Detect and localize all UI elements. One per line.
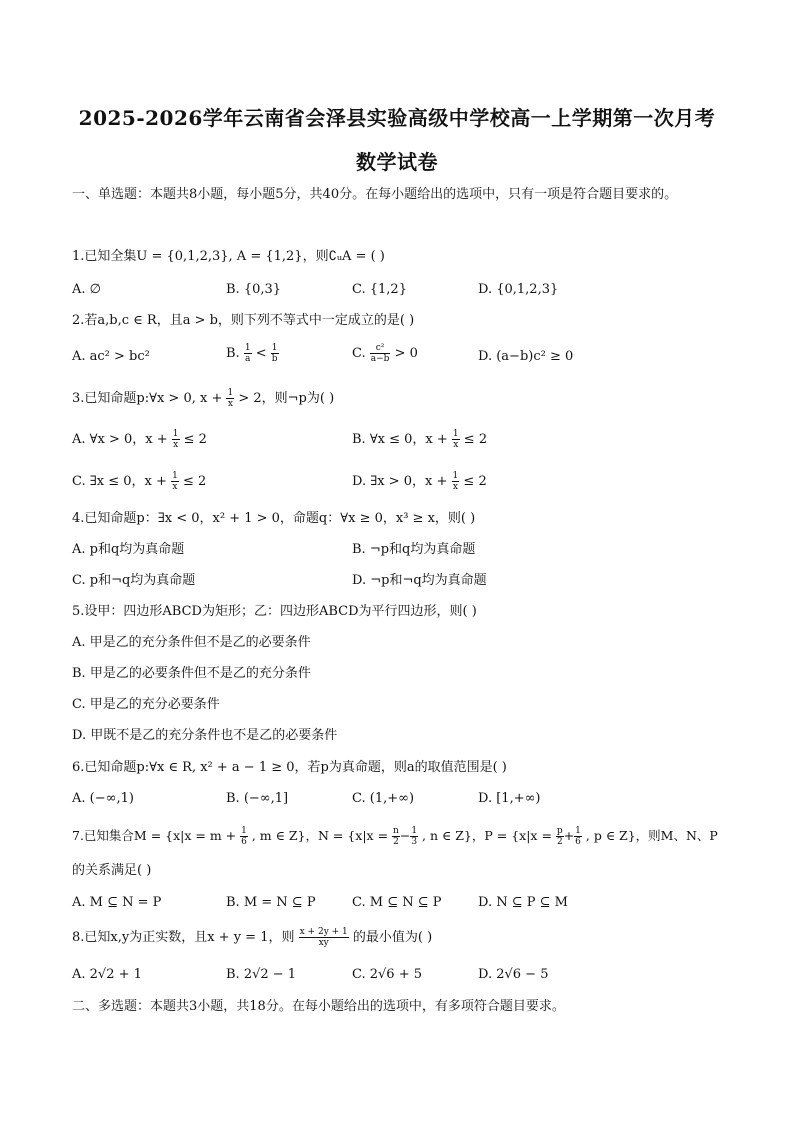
option-label: A. ∀x > 0，x + xyxy=(72,432,168,447)
option-label: D. ∃x > 0，x + xyxy=(352,474,448,489)
question-3-stem xyxy=(72,388,334,409)
fraction: $\frac{p}{2}$ xyxy=(556,826,563,847)
stem-text: > 2，则¬p为( ) xyxy=(238,391,335,406)
question-7-option-c: C. M ⊆ N ⊆ P xyxy=(352,895,442,910)
question-3-option-d xyxy=(352,471,487,492)
option-label: C. xyxy=(352,346,366,361)
question-7-option-a: A. M ⊆ N = P xyxy=(72,895,162,910)
option-tail: ≤ 2 xyxy=(463,432,488,447)
question-2-option-a: A. ac² > bc² xyxy=(72,349,150,364)
question-2-option-d: D. (a−b)c² ≥ 0 xyxy=(478,349,574,364)
fraction: $\frac{\text{c²}}{a-b}$ xyxy=(370,343,390,364)
question-7-stem-line2: 的关系满足( ) xyxy=(72,863,152,878)
option-label: B. ∀x ≤ 0，x + xyxy=(352,432,448,447)
question-5-stem: 5.设甲：四边形ABCD为矩形；乙：四边形ABCD为平行四边形，则( ) xyxy=(72,604,477,619)
fraction: $\frac{1}{6}$ xyxy=(575,826,581,847)
option-tail: ≤ 2 xyxy=(183,432,207,447)
fraction: $\frac{1}{6}$ xyxy=(241,826,247,847)
operator: < xyxy=(255,346,267,361)
question-7-option-b: B. M = N ⊆ P xyxy=(226,895,316,910)
question-8-option-c: C. 2√6 + 5 xyxy=(352,967,423,982)
page-subtitle: 数学试卷 xyxy=(356,150,438,174)
question-4-option-c: C. p和¬q均为真命题 xyxy=(72,573,196,588)
question-3-option-c xyxy=(72,471,206,492)
fraction: $\frac{n}{2}$ xyxy=(393,826,399,847)
section-2-heading: 二、多选题：本题共3小题，共18分。在每小题给出的选项中，有多项符合题目要求。 xyxy=(72,999,565,1014)
question-5-option-b: B. 甲是乙的必要条件但不是乙的充分条件 xyxy=(72,666,311,681)
question-6-stem: 6.已知命题p:∀x ∈ R, x² + a − 1 ≥ 0，若p为真命题，则a的取值范围是( ) xyxy=(72,760,507,775)
question-4-option-b: B. ¬p和q均为真命题 xyxy=(352,542,476,557)
fraction: $\frac{1}{3}$ xyxy=(411,826,418,847)
question-8-option-b: B. 2√2 − 1 xyxy=(226,967,297,982)
stem-text: 8.已知x,y为正实数，且x + y = 1，则 xyxy=(72,930,295,945)
question-3-option-b xyxy=(352,429,487,450)
question-4-stem: 4.已知命题p：∃x < 0，x² + 1 > 0，命题q：∀x ≥ 0，x³ ≥ x，则( ) xyxy=(72,511,476,526)
question-5-option-d: D. 甲既不是乙的充分条件也不是乙的必要条件 xyxy=(72,728,338,743)
option-tail: ≤ 2 xyxy=(463,474,487,489)
question-5-option-a: A. 甲是乙的充分条件但不是乙的必要条件 xyxy=(72,635,311,650)
stem-text: , n ∈ Z}，P = {x|x = xyxy=(422,828,552,843)
question-1-option-b: B. {0,3} xyxy=(226,282,282,297)
question-6-option-a: A. (−∞,1) xyxy=(72,791,134,806)
question-8-stem xyxy=(72,927,432,948)
question-4-option-a: A. p和q均为真命题 xyxy=(72,542,185,557)
question-3-option-a xyxy=(72,429,207,450)
stem-text: , m ∈ Z}，N = {x|x = xyxy=(251,828,389,843)
fraction: $\frac{1}{x}$ xyxy=(172,471,178,492)
question-2-option-b xyxy=(226,343,279,364)
question-8-option-d: D. 2√6 − 5 xyxy=(478,967,549,982)
section-1-heading: 一、单选题：本题共8小题，每小题5分，共40分。在每小题给出的选项中，只有一项是符合题目要求的。 xyxy=(72,187,678,202)
stem-text: 3.已知命题p:∀x > 0, x + xyxy=(72,391,223,406)
fraction-tail: > 0 xyxy=(394,346,418,361)
question-6-option-c: C. (1,+∞) xyxy=(352,791,415,806)
question-1-option-c: C. {1,2} xyxy=(352,282,407,297)
question-5-option-c: C. 甲是乙的充分必要条件 xyxy=(72,697,220,712)
fraction: $\frac{1}{b}$ xyxy=(271,343,278,364)
option-tail: ≤ 2 xyxy=(182,474,207,489)
fraction: $\frac{x + 2y + 1}{xy}$ xyxy=(299,927,348,948)
page-title: 2025-2026学年云南省会泽县实验高级中学校高一上学期第一次月考 xyxy=(78,106,716,130)
question-6-option-d: D. [1,+∞) xyxy=(478,791,541,806)
fraction: $\frac{1}{x}$ xyxy=(172,429,179,450)
question-1-stem: 1.已知全集U = {0,1,2,3}, A = {1,2}，则∁ᵤA = ( ) xyxy=(72,249,385,264)
fraction: $\frac{1}{x}$ xyxy=(227,388,234,409)
question-6-option-b: B. (−∞,1] xyxy=(226,791,289,806)
question-1-option-a: A. ∅ xyxy=(72,282,101,297)
fraction: $\frac{1}{x}$ xyxy=(452,429,459,450)
stem-text: 7.已知集合M = {x|x = m + xyxy=(72,828,237,843)
fraction: $\frac{1}{a}$ xyxy=(244,343,251,364)
question-2-stem: 2.若a,b,c ∈ R，且a > b，则下列不等式中一定成立的是( ) xyxy=(72,313,415,328)
fraction: $\frac{1}{x}$ xyxy=(452,471,459,492)
stem-text: , p ∈ Z}，则M、N、P xyxy=(585,828,718,843)
question-2-option-c xyxy=(352,343,418,364)
question-7-stem: 7.已知集合M = {x|x = m + $\frac{1}{6}$ , m ∈ Z}，N = {x|x = $\frac{n}{2}$ − $\frac{1}{3}$ , n ∈ Z}，P = {x|x = $\frac{p}{2}$ + $\frac{1}{6}$ , p ∈ Z}，则M、N、P xyxy=(72,826,718,847)
option-label: B. xyxy=(226,346,240,361)
option-label: C. ∃x ≤ 0，x + xyxy=(72,474,167,489)
question-7-option-d: D. N ⊆ P ⊆ M xyxy=(478,895,568,910)
question-1-option-d: D. {0,1,2,3} xyxy=(478,282,559,297)
stem-text: 的最小值为( ) xyxy=(352,930,433,945)
question-8-option-a: A. 2√2 + 1 xyxy=(72,967,142,982)
question-4-option-d: D. ¬p和¬q均为真命题 xyxy=(352,573,487,588)
